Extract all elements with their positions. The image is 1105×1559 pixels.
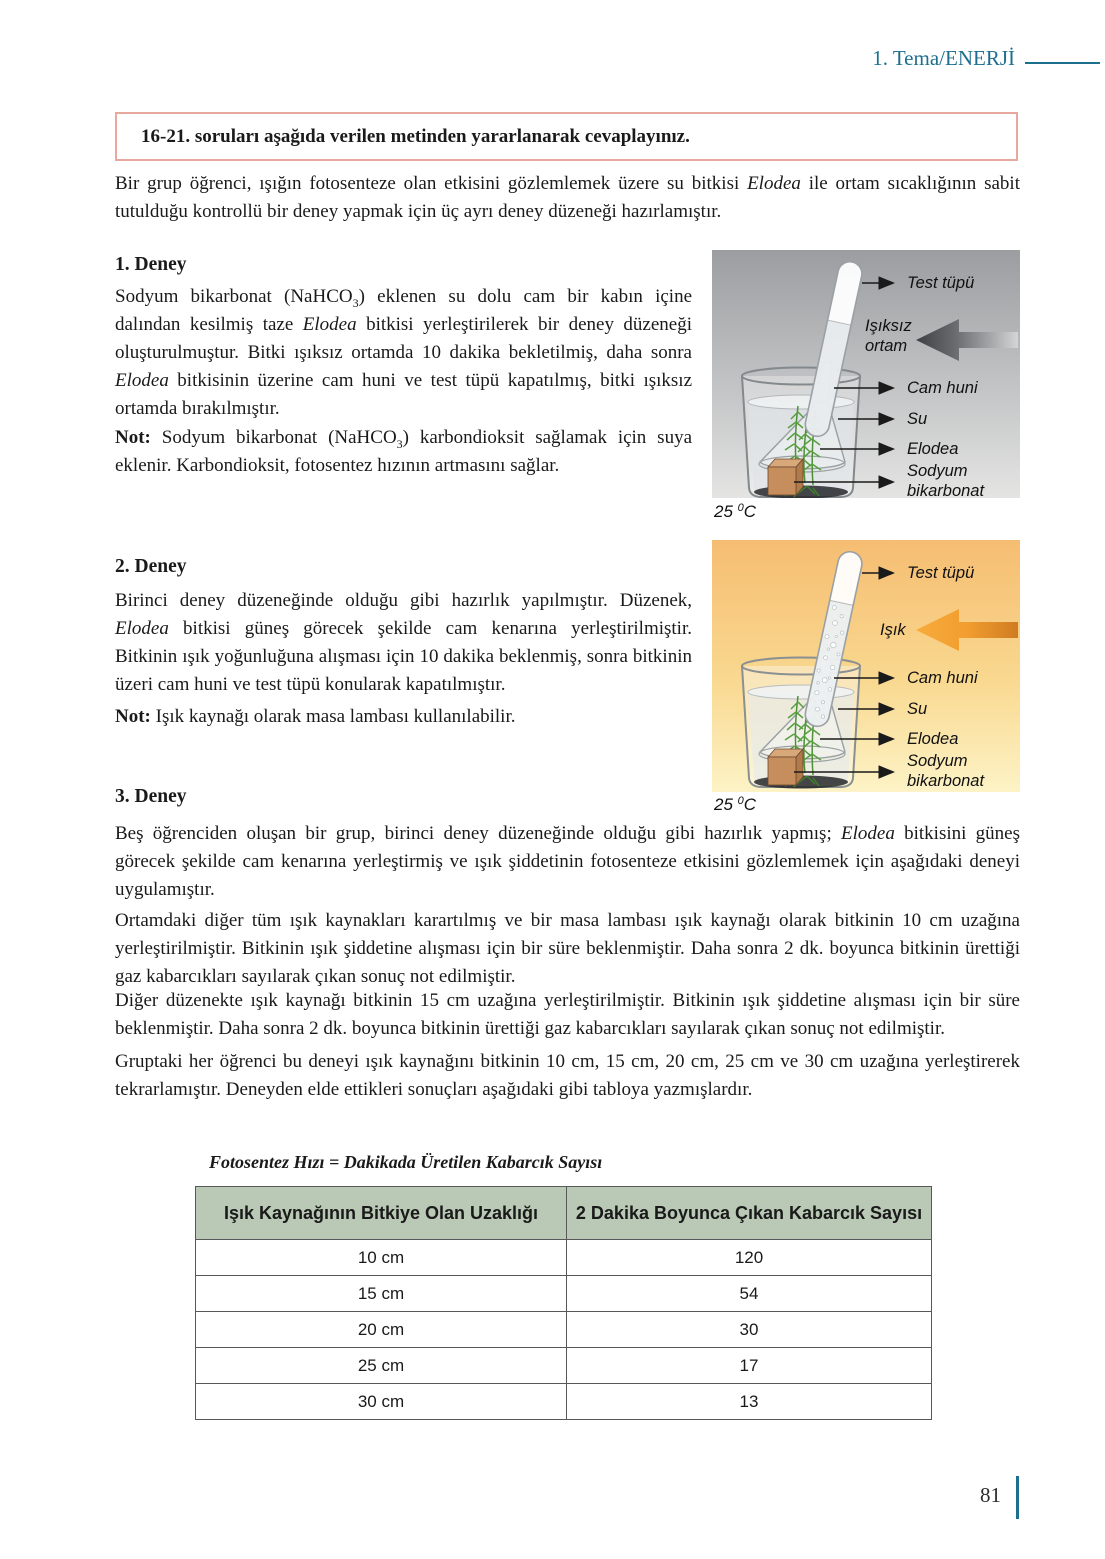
page-number: 81 [980, 1483, 1001, 1507]
bubble-count-cell: 13 [567, 1384, 932, 1420]
species-name: Elodea [302, 314, 357, 335]
species-name: Elodea [841, 823, 895, 844]
subscript: 3 [396, 436, 403, 451]
bubble-count-cell: 54 [567, 1276, 932, 1312]
experiment-3-paragraph-1 [115, 820, 1020, 904]
distance-cell: 10 cm [196, 1240, 567, 1276]
intro-text-2: ile ortam sıcaklığının sabit tutulduğu kontrollü bir deney yapmak için üç ayrı deney düzeneği hazırlamıştır. [115, 173, 1020, 222]
experiment-2-heading: 2. Deney [115, 556, 187, 577]
bicarbonate-cube [768, 749, 803, 785]
species-name: Elodea [747, 173, 801, 194]
temp-unit: C [743, 795, 757, 814]
label-elodea: Elodea [907, 440, 959, 458]
experiment-1-diagram [712, 250, 1020, 498]
intro-text: Bir grup öğrenci, ışığın fotosenteze olan etkisini gözlemlemek üzere su bitkisi [115, 173, 748, 194]
text: Işık kaynağı olarak masa lambası kullanılabilir. [150, 706, 516, 727]
table-row [196, 1276, 932, 1312]
temperature-2 [714, 795, 756, 815]
header-distance: Işık Kaynağının Bitkiye Olan Uzaklığı [196, 1187, 567, 1240]
experiment-3-paragraph-2: Ortamdaki diğer tüm ışık kaynakları karartılmış ve bir masa lambası ışık kaynağı olarak bitkinin 10 cm uzağına yerleştirilmiştir. Bitkinin ışık şiddetine alışması için bir süre beklenmiştir. Daha sonra 2 dk. boyunca bitkinin ürettiği gaz kabarcıkları sayılarak çıkan sonuç not edilmiştir. [115, 910, 1020, 987]
temp-degree: 0 [737, 502, 744, 514]
table-row [196, 1384, 932, 1420]
distance-cell: 15 cm [196, 1276, 567, 1312]
results-table [195, 1186, 932, 1420]
text: ) karbondioksit sağlamak için suya eklenir. Karbondioksit, fotosentez hızının artmasını sağlar. [115, 427, 692, 476]
experiment-3-heading: 3. Deney [115, 786, 187, 807]
temp-value: 25 [714, 795, 738, 814]
bubble-count-cell: 30 [567, 1312, 932, 1348]
text: ) eklenen su dolu cam bir kabın içine dalından kesilmiş taze [115, 286, 692, 335]
experiment-2-paragraph [115, 587, 692, 699]
bubble-count-cell: 120 [567, 1240, 932, 1276]
text: bitkisini güneş görecek şekilde cam kenarına yerleştirmiş ve ışık şiddetinin fotosenteze etkisini gözlemlemek için aşağıdaki deneyi uygulamıştır. [115, 823, 1020, 900]
table-header-row [196, 1187, 932, 1240]
temp-value: 25 [714, 502, 738, 521]
bubble-count-cell: 17 [567, 1348, 932, 1384]
text: Beş öğrenciden oluşan bir grup, birinci deney düzeneğinde olduğu gibi hazırlık yapmış; [115, 823, 841, 844]
label-dark-environment: Işıksız ortam [865, 317, 912, 355]
footer-rule [1016, 1476, 1019, 1519]
experiment-3-paragraph-4: Gruptaki her öğrenci bu deneyi ışık kaynağını bitkinin 10 cm, 15 cm, 20 cm, 25 cm ve 30 cm uzağına yerleştirerek tekrarlamıştır. Deneyden elde ettikleri sonuçları aşağıdaki gibi tabloya yazmışlardır. [115, 1051, 1020, 1100]
label-funnel: Cam huni [907, 669, 978, 687]
experiment-1-heading: 1. Deney [115, 254, 187, 275]
text: Sodyum bikarbonat (NaHCO [115, 286, 353, 307]
species-name: Elodea [115, 618, 169, 639]
page-header-title: 1. Tema/ENERJİ [872, 46, 1015, 70]
intro-paragraph [115, 170, 1020, 226]
experiment-1-paragraph [115, 283, 692, 423]
experiment-2-note [115, 703, 692, 731]
text: Sodyum bikarbonat (NaHCO [150, 427, 397, 448]
water-surface [748, 395, 854, 409]
temp-unit: C [743, 502, 757, 521]
experiment-1-note [115, 424, 692, 480]
note-label: Not: [115, 427, 151, 448]
water-surface [748, 685, 854, 699]
label-water: Su [907, 700, 928, 718]
text: bitkisinin üzerine cam huni ve test tüpü kapatılmış, bitki ışıksız ortamda bırakılmıştır. [115, 370, 692, 419]
label-elodea: Elodea [907, 730, 959, 748]
label-light: Işık [880, 621, 906, 639]
temp-degree: 0 [737, 795, 744, 807]
label-bicarbonate: Sodyum bikarbonat [907, 462, 985, 500]
experiment-3-paragraph-3: Diğer düzenekte ışık kaynağı bitkinin 15 cm uzağına yerleştirilmiştir. Bitkinin ışık şiddetine alışması için bir süre beklenmiştir. Daha sonra 2 dk. boyunca bitkinin ürettiği gaz kabarcıkları sayılarak çıkan sonuç not edilmiştir. [115, 990, 1020, 1039]
header-rule [1025, 62, 1100, 64]
subscript: 3 [352, 295, 359, 310]
note-label: Not: [115, 706, 151, 727]
header-bubble-count: 2 Dakika Boyunca Çıkan Kabarcık Sayısı [567, 1187, 932, 1240]
label-test-tube: Test tüpü [907, 274, 975, 292]
label-test-tube: Test tüpü [907, 564, 975, 582]
text: Birinci deney düzeneğinde olduğu gibi hazırlık yapılmıştır. Düzenek, [115, 590, 692, 611]
bicarbonate-cube [768, 459, 803, 495]
table-row [196, 1240, 932, 1276]
label-bicarbonate: Sodyum bikarbonat [907, 752, 985, 790]
instruction-box [115, 112, 1018, 161]
experiment-2-diagram [712, 540, 1020, 792]
distance-cell: 20 cm [196, 1312, 567, 1348]
text: bitkisi yerleştirilerek bir deney düzeneği oluşturulmuştur. Bitki ışıksız ortamda 10 dakika bekletilmiş, daha sonra [115, 314, 693, 363]
label-water: Su [907, 410, 928, 428]
distance-cell: 30 cm [196, 1384, 567, 1420]
temperature-1 [714, 502, 756, 522]
species-name: Elodea [115, 370, 169, 391]
distance-cell: 25 cm [196, 1348, 567, 1384]
text: bitkisi güneş görecek şekilde cam kenarına yerleştirilmiştir. Bitkinin ışık yoğunluğuna alışması için 10 dakika beklenmiş, sonra bitkinin üzeri cam huni ve test tüpü konularak kapatılmıştır. [115, 618, 692, 695]
table-row [196, 1348, 932, 1384]
label-funnel: Cam huni [907, 379, 978, 397]
table-row [196, 1312, 932, 1348]
instruction-text: 16-21. soruları aşağıda verilen metinden yararlanarak cevaplayınız. [141, 125, 690, 147]
table-caption: Fotosentez Hızı = Dakikada Üretilen Kabarcık Sayısı [209, 1152, 603, 1172]
